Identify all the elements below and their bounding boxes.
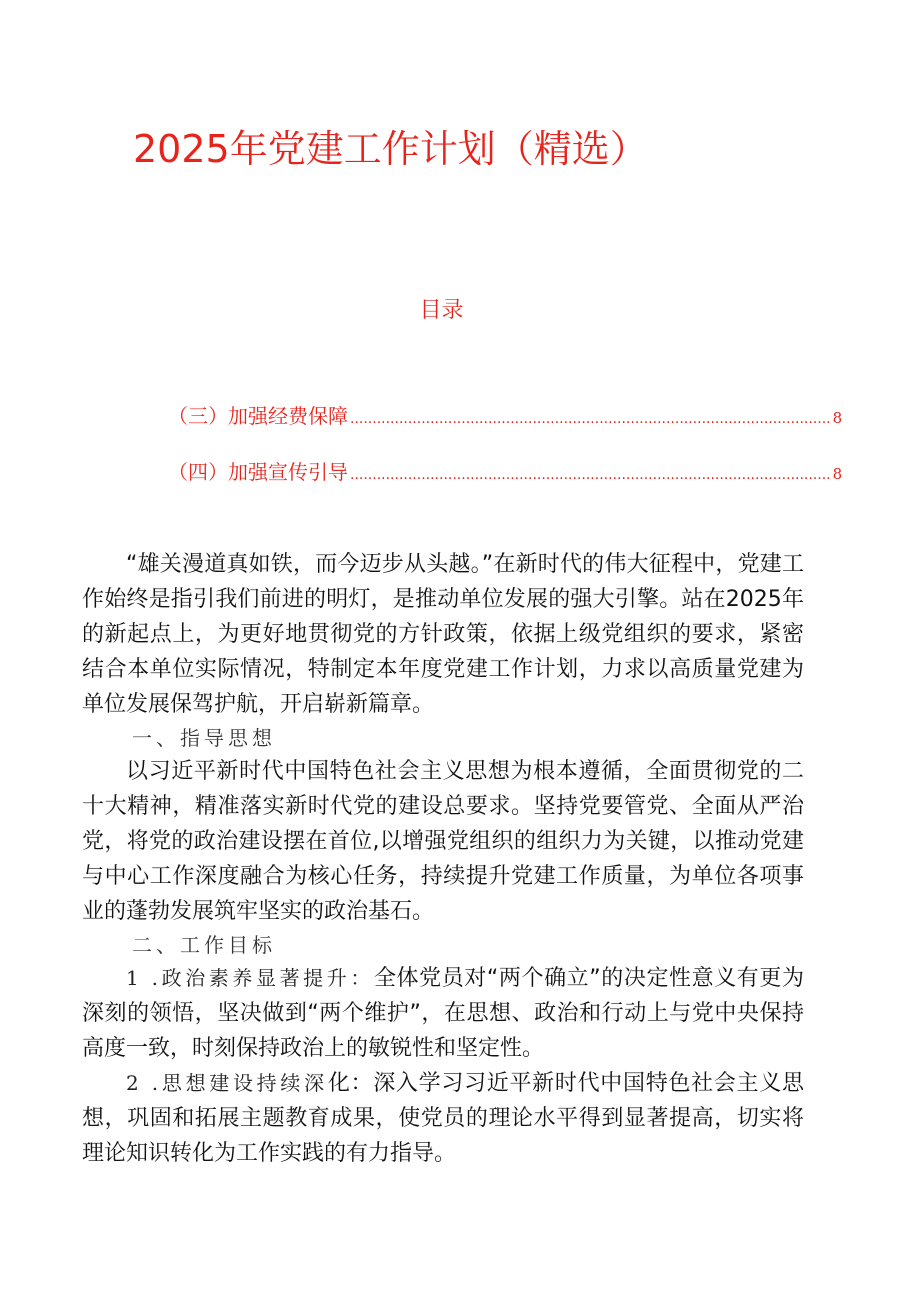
- toc-entry[interactable]: [168, 456, 843, 486]
- goal-item-2: [82, 1066, 804, 1171]
- section-heading-guiding-thought: 一、指导思想: [132, 726, 276, 750]
- section-heading-work-goals: 二、工作目标: [132, 933, 276, 957]
- guiding-thought-paragraph: 以习近平新时代中国特色社会主义思想为根本遵循，全面贯彻党的二十大精神，精准落实新时代党的建设总要求。坚持党要管党、全面从严治党，将党的政治建设摆在首位,以增强党组织的组织力为关键，以推动党建与中心工作深度融合为核心任务，持续提升党建工作质量，为单位各项事业的蓬勃发展筑牢坚实的政治基石。: [82, 759, 804, 924]
- document-body: [82, 547, 804, 1171]
- toc-entry-leader: ............................................................................................................: [350, 467, 831, 483]
- goal-item-2-text: 化：深入学习习近平新时代中国特色社会主义思想，巩固和拓展主题教育成果，使党员的理论水平得到显著提高，切实将理论知识转化为工作实践的有力指导。: [82, 1071, 804, 1166]
- goal-item-1: [82, 961, 804, 1066]
- goal-item-1-label: 1 .政治素养显著提升：: [126, 966, 374, 990]
- toc-entry-page: 8: [832, 465, 843, 483]
- toc-entry-leader: ............................................................................................................: [350, 411, 831, 427]
- toc-entry[interactable]: [168, 400, 843, 430]
- toc-entry-label: （四）加强宣传引导: [168, 460, 348, 484]
- toc-heading: 目录: [419, 298, 464, 323]
- toc-entry-page: 8: [832, 409, 843, 427]
- toc-entry-label: （三）加强经费保障: [168, 404, 348, 428]
- intro-paragraph: “雄关漫道真如铁，而今迈步从头越。”在新时代的伟大征程中，党建工作始终是指引我们前进的明灯，是推动单位发展的强大引擎。站在2025年的新起点上，为更好地贯彻党的方针政策，依据上级党组织的要求，紧密结合本单位实际情况，特制定本年度党建工作计划，力求以高质量党建为单位发展保驾护航，开启崭新篇章。: [82, 552, 804, 717]
- goal-item-2-label: 2 .思想建设持续深: [126, 1071, 328, 1095]
- goal-item-1-text: 全体党员对“两个确立”的决定性意义有更为深刻的领悟，坚决做到“两个维护”，在思想、政治和行动上与党中央保持高度一致，时刻保持政治上的敏锐性和坚定性。: [82, 966, 804, 1061]
- document-title: 2025年党建工作计划（精选）: [133, 127, 648, 171]
